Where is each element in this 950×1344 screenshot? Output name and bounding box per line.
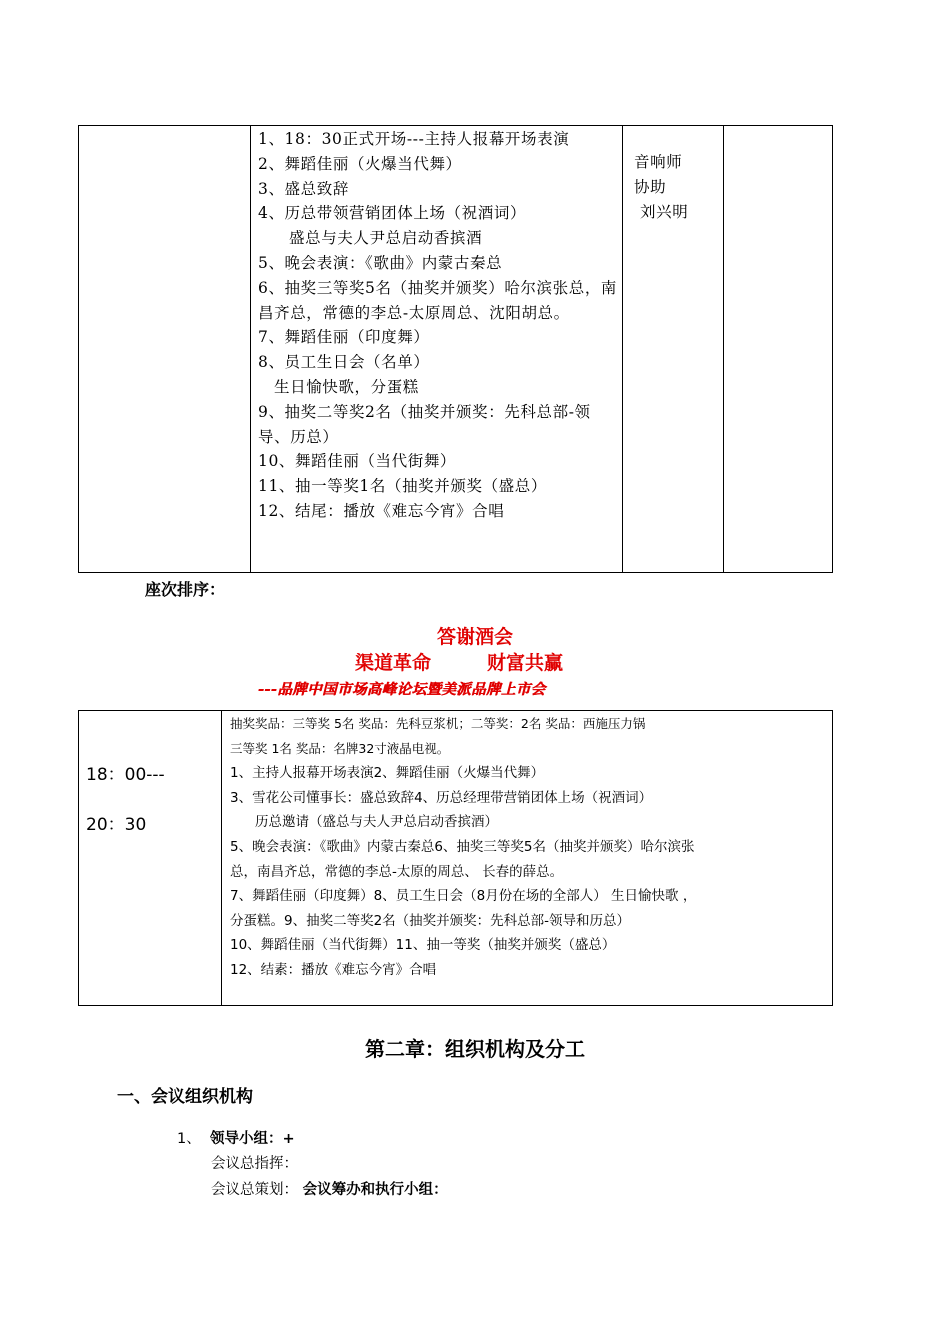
list-item: 10、舞蹈佳丽（当代街舞）11、抽一等奖（抽奖并颁奖（盛总） — [230, 937, 616, 954]
list-item: 盛总与夫人尹总启动香摈酒 — [289, 229, 483, 248]
banner-slogan — [355, 648, 563, 675]
list-item: 历总邀请（盛总与夫人尹总启动香摈酒） — [255, 814, 498, 831]
list-item: 3、盛总致辞 — [258, 179, 349, 198]
list-item: 8、员工生日会（名单） — [258, 353, 430, 372]
list-item: 11、抽一等奖1名（抽奖并颁奖（盛总） — [258, 477, 547, 496]
column-divider — [221, 710, 222, 1006]
list-item: 7、舞蹈佳丽（印度舞）8、员工生日会（8月份在场的全部人） 生日愉快歌 ， — [230, 888, 697, 905]
list-item: 5、晚会表演：《歌曲》内蒙古秦总6、抽奖三等奖5名（抽奖并颁奖）哈尔滨张 — [230, 838, 695, 855]
execution-group-label: 会议筹办和执行小组： — [302, 1182, 448, 1198]
list-item: 12、结尾：播放《难忘今宵》合唱 — [258, 501, 505, 520]
list-item: 总，南昌齐总，常德的李总-太原的周总、 长春的薛总。 — [230, 863, 564, 880]
staff-role: 音响师 — [634, 153, 683, 171]
list-item: 分蛋糕。9、抽奖二等奖2名（抽奖并颁奖：先科总部-领导和历总） — [230, 912, 631, 929]
list-item: 抽奖奖品：三等奖 5名 奖品：先科豆浆机；二等奖：2名 奖品：西施压力锅 — [230, 716, 646, 731]
leadership-item — [177, 1127, 295, 1148]
chapter-title: 第二章：组织机构及分工 — [365, 1037, 585, 1061]
list-item: 3、雪花公司懂事长：盛总致辞4、历总经理带营销团体上场（祝酒词） — [230, 789, 653, 806]
time-end: 20：30 — [86, 815, 147, 835]
list-item: 7、舞蹈佳丽（印度舞） — [258, 328, 430, 347]
planner-line — [211, 1178, 448, 1199]
list-item: 2、舞蹈佳丽（火爆当代舞） — [258, 154, 462, 173]
list-item: 4、历总带领营销团体上场（祝酒词） — [258, 204, 527, 223]
column-divider — [723, 125, 724, 573]
banner-subtitle: ---品牌中国市场高峰论坛暨美派品牌上市会 — [258, 682, 546, 698]
staff-cell — [634, 150, 688, 225]
list-item: 5、晚会表演：《歌曲》内蒙古秦总 — [258, 253, 503, 272]
slogan-left: 渠道革命 — [355, 652, 432, 674]
list-item: 1、18：30正式开场---主持人报幕开场表演 — [258, 130, 570, 148]
program-list — [258, 127, 620, 524]
section-title: 一、会议组织机构 — [117, 1087, 253, 1107]
list-item: 12、结素：播放《难忘今宵》合唱 — [230, 961, 437, 978]
list-item: 1、主持人报幕开场表演2、舞蹈佳丽（火爆当代舞） — [230, 765, 545, 782]
list-item: 生日愉快歌，分蛋糕 — [274, 377, 419, 396]
list-item: 9、抽奖二等奖2名（抽奖并颁奖：先科总部-领导、历总） — [258, 402, 591, 446]
list-item: 10、舞蹈佳丽（当代街舞） — [258, 452, 457, 471]
list-item: 6、抽奖三等奖5名（抽奖并颁奖）哈尔滨张总，南昌齐总，常德的李总-太原周总、沈阳胡总。 — [258, 278, 618, 322]
leadership-label: 领导小组：+ — [209, 1131, 295, 1147]
planner-label: 会议总策划： — [211, 1182, 298, 1198]
list-item: 三等奖 1名 奖品：名牌32寸液晶电视。 — [230, 740, 450, 756]
seating-label: 座次排序： — [145, 580, 226, 599]
schedule-list — [230, 712, 830, 983]
item-number: 1、 — [177, 1131, 201, 1147]
staff-name: 刘兴明 — [640, 203, 689, 221]
column-divider — [250, 125, 251, 573]
staff-role: 协助 — [634, 178, 667, 196]
slogan-right: 财富共赢 — [487, 652, 564, 674]
banner-title: 答谢酒会 — [436, 626, 513, 648]
commander-line: 会议总指挥： — [211, 1156, 298, 1172]
time-start: 18：00--- — [86, 765, 165, 785]
column-divider — [622, 125, 623, 573]
